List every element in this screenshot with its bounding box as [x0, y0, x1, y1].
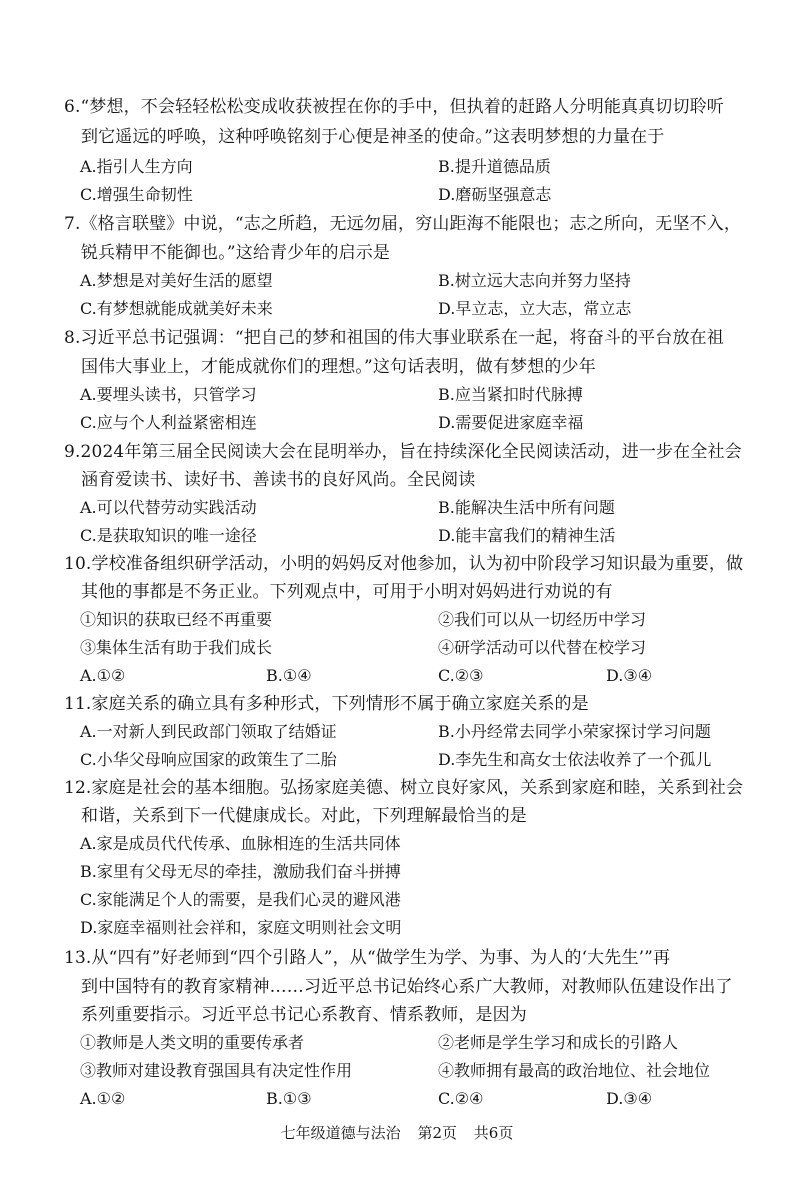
question-stem: 系列重要指示。习近平总书记心系教育、情系教师，是因为 [81, 1005, 527, 1025]
option-c: C.家能满足个人的需要，是我们心灵的避风港 [80, 890, 401, 909]
question-stem: 到中国特有的教育家精神……习近平总书记始终心系广大教师，对教师队伍建设作出了 [81, 977, 733, 997]
option-d: D.李先生和高女士依法收养了一个孤儿 [438, 750, 712, 769]
question-stem: 9.2024年第三届全民阅读大会在昆明举办，旨在持续深化全民阅读活动，进一步在全社会 [64, 442, 742, 462]
option-b: B.①④ [266, 666, 312, 685]
option-b: B.树立远大志向并努力坚持 [438, 271, 631, 290]
question-stem: 8.习近平总书记强调：“把自己的梦和祖国的伟大事业联系在一起，将奋斗的平台放在祖 [64, 328, 724, 348]
question-stem: 12.家庭是社会的基本细胞。弘扬家庭美德、树立良好家风，关系到家庭和睦，关系到社会 [64, 778, 744, 798]
question-stem: 13.从“四有”好老师到“四个引路人”，从“做学生为学、为事、为人的‘大先生’”再 [64, 948, 671, 968]
option-c: C.②④ [438, 1089, 484, 1108]
page-footer [0, 1122, 794, 1144]
option-a: A.家是成员代代传承、血脉相连的生活共同体 [80, 834, 401, 853]
option-a: A.①② [80, 666, 126, 685]
question-stem: 涵育爱读书、读好书、善读书的良好风尚。全民阅读 [81, 470, 476, 490]
footer-total-pages: 共6页 [473, 1124, 514, 1142]
option-b: B.①③ [266, 1089, 312, 1108]
option-c: C.应与个人利益紧密相连 [80, 413, 257, 432]
statement-4: ④研学活动可以代替在校学习 [438, 638, 647, 657]
option-b: B.应当紧扣时代脉搏 [438, 385, 583, 404]
option-b: B.提升道德品质 [438, 157, 551, 176]
question-stem: 11.家庭关系的确立具有多种形式，下列情形不属于确立家庭关系的是 [64, 694, 589, 714]
option-d: D.能丰富我们的精神生活 [438, 526, 616, 545]
option-c: C.增强生命韧性 [80, 185, 193, 204]
option-a: A.指引人生方向 [80, 157, 193, 176]
option-b: B.能解决生活中所有问题 [438, 498, 615, 517]
question-stem: 7.《格言联璧》中说，“志之所趋，无远勿届，穷山距海不能限也；志之所向，无坚不入， [64, 214, 742, 234]
statement-1: ①教师是人类文明的重要传承者 [80, 1033, 305, 1052]
option-a: A.①② [80, 1089, 126, 1108]
option-d: D.磨砺坚强意志 [438, 185, 552, 204]
statement-2: ②我们可以从一切经历中学习 [438, 610, 647, 629]
statement-4: ④教师拥有最高的政治地位、社会地位 [438, 1061, 711, 1080]
option-d: D.③④ [606, 666, 653, 685]
option-c: C.是获取知识的唯一途径 [80, 526, 257, 545]
option-a: A.一对新人到民政部门领取了结婚证 [80, 722, 337, 741]
statement-1: ①知识的获取已经不再重要 [80, 610, 273, 629]
option-a: A.可以代替劳动实践活动 [80, 498, 257, 517]
question-stem: 6.“梦想，不会轻轻松松变成收获被捏在你的手中，但执着的赶路人分明能真真切切聆听 [64, 97, 724, 117]
option-d: D.③④ [606, 1089, 653, 1108]
statement-3: ③教师对建设教育强国具有决定性作用 [80, 1061, 353, 1080]
option-d: D.早立志，立大志，常立志 [438, 299, 632, 318]
statement-2: ②老师是学生学习和成长的引路人 [438, 1033, 679, 1052]
question-stem: 10.学校准备组织研学活动，小明的妈妈反对他参加，认为初中阶段学习知识最为重要，做 [64, 554, 744, 574]
question-stem: 国伟大事业上，才能成就你们的理想。”这句话表明，做有梦想的少年 [81, 357, 596, 377]
statement-3: ③集体生活有助于我们成长 [80, 638, 273, 657]
question-stem: 锐兵精甲不能御也。”这给青少年的启示是 [81, 243, 391, 263]
footer-page-number: 第2页 [417, 1124, 457, 1142]
option-b: B.小丹经常去同学小荣家探讨学习问题 [438, 722, 711, 741]
option-b: B.家里有父母无尽的牵挂，激励我们奋斗拼搏 [80, 862, 401, 881]
option-a: A.要埋头读书，只管学习 [80, 385, 257, 404]
question-stem: 和谐，关系到下一代健康成长。对此，下列理解最恰当的是 [81, 806, 527, 826]
option-d: D.家庭幸福则社会祥和，家庭文明则社会文明 [80, 918, 402, 937]
option-d: D.需要促进家庭幸福 [438, 413, 584, 432]
footer-subject: 七年级道德与法治 [280, 1124, 401, 1142]
question-stem: 到它遥远的呼唤，这种呼唤铭刻于心便是神圣的使命。”这表明梦想的力量在于 [81, 127, 665, 147]
option-c: C.②③ [438, 666, 484, 685]
option-c: C.有梦想就能成就美好未来 [80, 299, 273, 318]
question-stem: 其他的事都是不务正业。下列观点中，可用于小明对妈妈进行劝说的有 [81, 582, 613, 602]
option-c: C.小华父母响应国家的政策生了二胎 [80, 750, 337, 769]
option-a: A.梦想是对美好生活的愿望 [80, 271, 273, 290]
